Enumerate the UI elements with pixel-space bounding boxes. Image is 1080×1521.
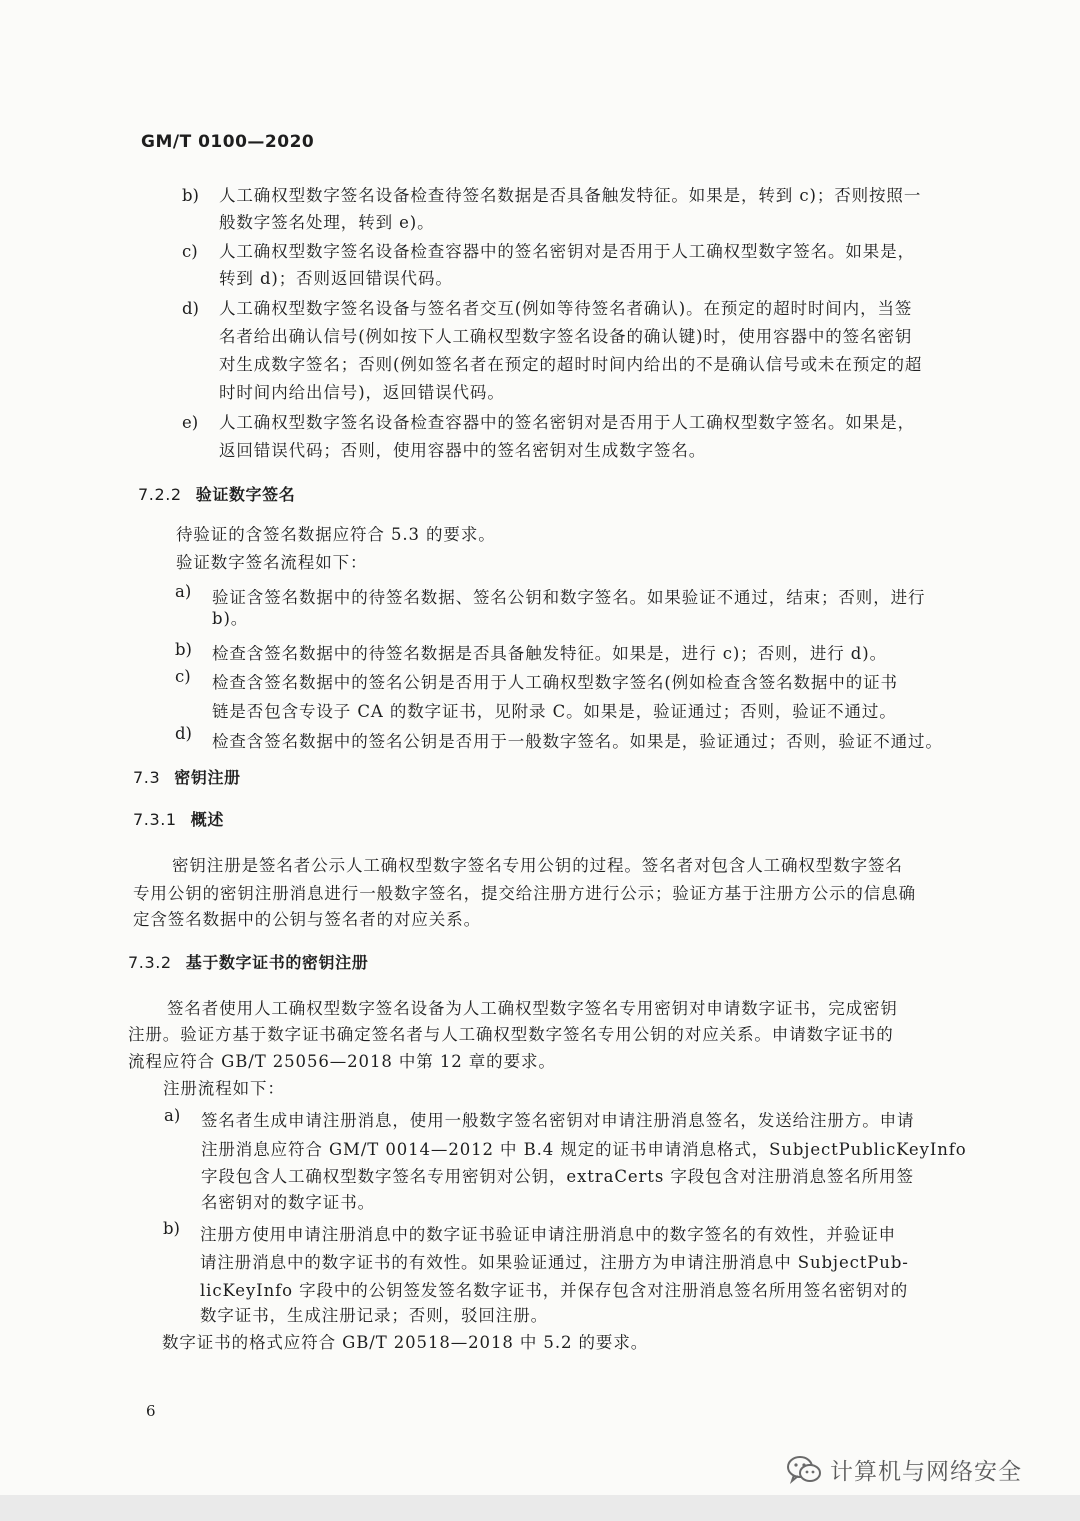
list-line: 名者给出确认信号(例如按下人工确权型数字签名设备的确认键)时，使用容器中的签名密钥 [219,327,913,346]
page-bottom-band [0,1495,1080,1521]
list-line: 链是否包含专设子 CA 的数字证书，见附录 C。如果是，验证通过；否则，验证不通过。 [212,702,897,721]
paragraph: 数字证书的格式应符合 GB/T 20518—2018 中 5.2 的要求。 [162,1333,649,1352]
section-title: 基于数字证书的密钥注册 [185,953,369,972]
paragraph-line: 签名者使用人工确权型数字签名设备为人工确权型数字签名专用密钥对申请数字证书，完成密钥 [167,999,898,1018]
list-line: 验证含签名数据中的待签名数据、签名公钥和数字签名。如果验证不通过，结束；否则，进行 [212,588,926,607]
section-title: 概述 [190,810,224,829]
list-line: 人工确权型数字签名设备检查待签名数据是否具备触发特征。如果是，转到 c)；否则按照一 [219,186,922,205]
list-line: 名密钥对的数字证书。 [201,1193,375,1212]
section-number: 7.3.1 [133,810,177,829]
watermark-text: 计算机与网络安全 [830,1459,1022,1485]
list-line: 返回错误代码；否则，使用容器中的签名密钥对生成数字签名。 [219,441,707,460]
list-line: 转到 d)；否则返回错误代码。 [219,269,453,288]
paragraph-line: 密钥注册是签名者公示人工确权型数字签名专用公钥的过程。签名者对包含人工确权型数字签名 [172,856,903,875]
section-number: 7.2.2 [138,485,182,504]
section-title: 密钥注册 [174,768,241,787]
list-marker: a) [164,1106,181,1125]
list-line: 人工确权型数字签名设备检查容器中的签名密钥对是否用于人工确权型数字签名。如果是， [219,413,915,432]
paragraph-line: 定含签名数据中的公钥与签名者的对应关系。 [133,910,481,929]
list-line: 人工确权型数字签名设备与签名者交互(例如等待签名者确认)。在预定的超时时间内，当签 [219,299,913,318]
list-marker: b) [175,640,192,659]
list-line: 注册方使用申请注册消息中的数字证书验证申请注册消息中的数字签名的有效性，并验证申 [200,1225,896,1244]
list-line: 时时间内给出信号)，返回错误代码。 [219,383,505,402]
list-line: 请注册消息中的数字证书的有效性。如果验证通过，注册方为申请注册消息中 SubjectPub- [200,1253,909,1272]
section-heading-7-2-2 [138,482,295,505]
list-marker: c) [175,667,191,686]
paragraph-line: 注册。验证方基于数字证书确定签名者与人工确权型数字签名专用公钥的对应关系。申请数字证书的 [128,1025,894,1044]
list-line: 对生成数字签名；否则(例如签名者在预定的超时时间内给出的不是确认信号或未在预定的超 [219,355,923,374]
paragraph: 注册流程如下： [163,1079,285,1098]
wechat-icon [786,1455,822,1485]
list-line: 签名者生成申请注册消息，使用一般数字签名密钥对申请注册消息签名，发送给注册方。申请 [201,1111,915,1130]
watermark [786,1453,1022,1486]
list-line: b)。 [212,609,249,628]
list-line: 字段包含人工确权型数字签名专用密钥对公钥，extraCerts 字段包含对注册消息签名所用签 [201,1167,914,1186]
list-marker: b) [163,1219,180,1238]
section-number: 7.3.2 [128,953,172,972]
section-heading-7-3 [133,765,241,788]
list-line: 检查含签名数据中的待签名数据是否具备触发特征。如果是，进行 c)；否则，进行 d)。 [212,644,887,663]
section-number: 7.3 [133,768,161,787]
paragraph-line: 专用公钥的密钥注册消息进行一般数字签名，提交给注册方进行公示；验证方基于注册方公示的信息确 [133,884,916,903]
section-heading-7-3-2 [128,950,368,973]
page-number: 6 [146,1402,156,1420]
list-line: 般数字签名处理，转到 e)。 [219,213,435,232]
list-line: 检查含签名数据中的签名公钥是否用于一般数字签名。如果是，验证通过；否则，验证不通过。 [212,732,943,751]
list-marker: d) [182,299,199,318]
section-title: 验证数字签名 [195,485,296,504]
paragraph-line: 流程应符合 GB/T 25056—2018 中第 12 章的要求。 [128,1052,556,1071]
list-marker: b) [182,186,199,205]
list-line: 数字证书，生成注册记录；否则，驳回注册。 [200,1306,548,1325]
section-heading-7-3-1 [133,807,224,830]
list-marker: e) [182,413,199,432]
paragraph: 验证数字签名流程如下： [176,553,368,572]
list-line: 注册消息应符合 GM/T 0014—2012 中 B.4 规定的证书申请消息格式，SubjectPublicKeyInfo [201,1140,967,1159]
paragraph: 待验证的含签名数据应符合 5.3 的要求。 [176,525,496,544]
list-line: 检查含签名数据中的签名公钥是否用于人工确权型数字签名(例如检查含签名数据中的证书 [212,673,898,692]
list-marker: a) [175,582,192,601]
list-marker: c) [182,242,198,261]
list-line: 人工确权型数字签名设备检查容器中的签名密钥对是否用于人工确权型数字签名。如果是， [219,242,915,261]
standard-header: GM/T 0100—2020 [141,132,315,152]
list-line: licKeyInfo 字段中的公钥签发签名数字证书，并保存包含对注册消息签名所用签名密钥对的 [200,1281,909,1300]
list-marker: d) [175,724,192,743]
